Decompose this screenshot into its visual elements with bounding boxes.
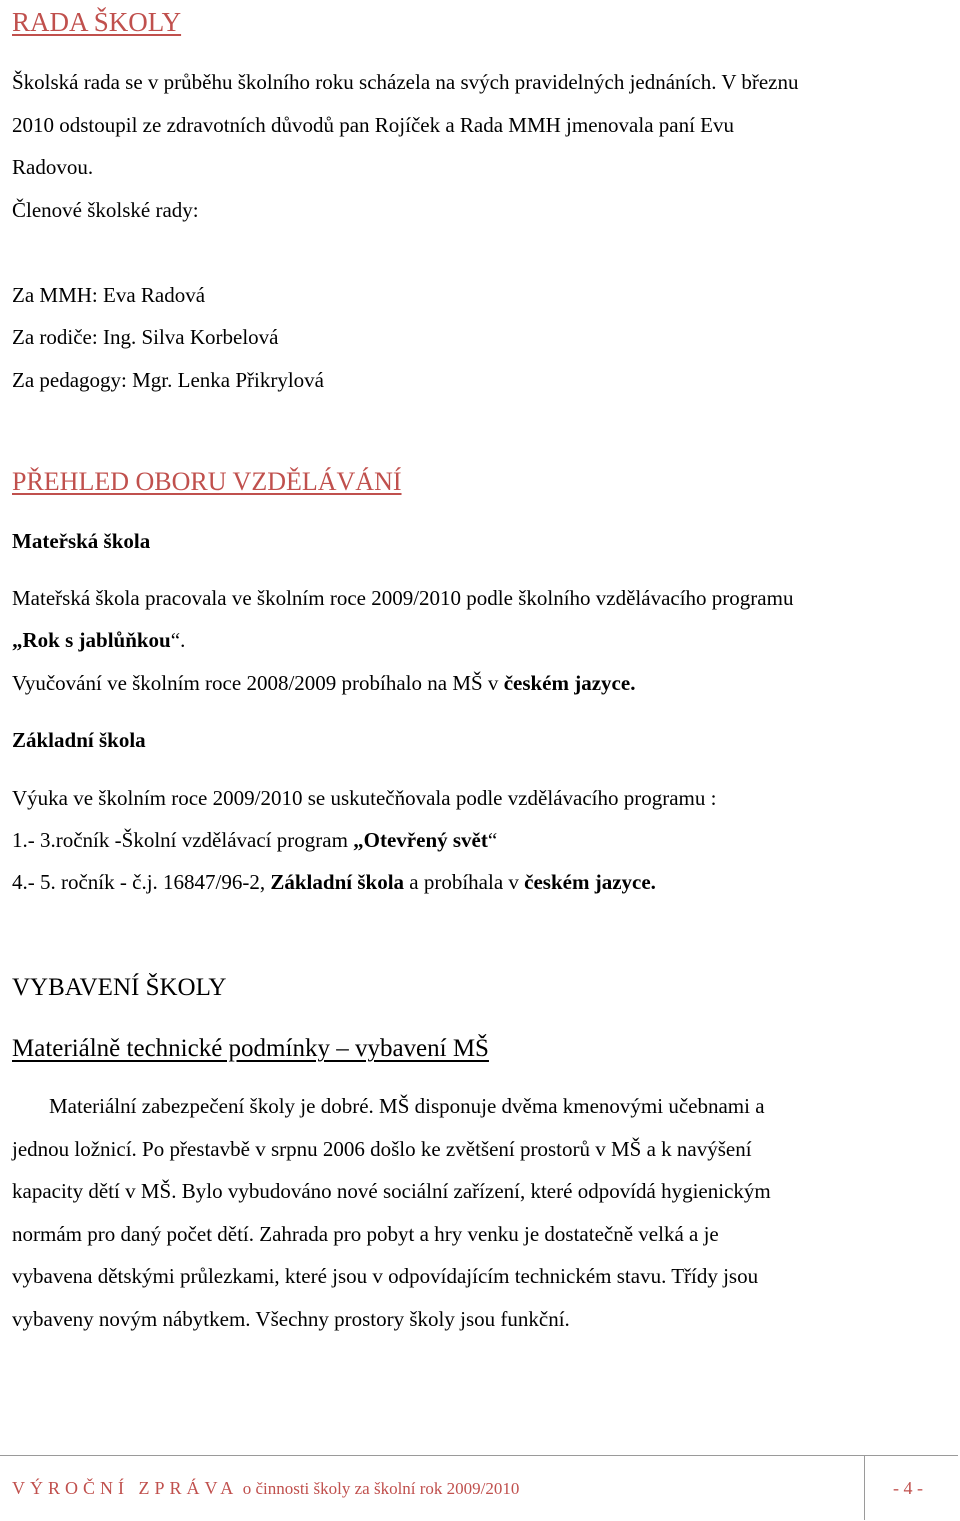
text-segment: “	[487, 828, 498, 852]
paragraph-line	[12, 673, 635, 694]
program-name-end: “.	[170, 628, 186, 652]
page-number: - 4 -	[893, 1478, 923, 1498]
footer-report-name: VÝROČNÍ ZPRÁVA	[12, 1478, 239, 1498]
paragraph-line: kapacity dětí v MŠ. Bylo vybudováno nové sociální zařízení, které odpovídá hygienickým	[12, 1179, 771, 1203]
text-segment: a probíhala v	[404, 870, 525, 894]
paragraph-line: Školská rada se v průběhu školního roku scházela na svých pravidelných jednáních. V březnu	[12, 70, 799, 94]
paragraph-line	[12, 830, 497, 851]
paragraph-line: vybaveny novým nábytkem. Všechny prostory školy jsou funkční.	[12, 1307, 570, 1331]
paragraph-line: Výuka ve školním roce 2009/2010 se uskutečňovala podle vzdělávacího programu :	[12, 786, 717, 810]
program-name: „Rok s jablůňkou	[12, 628, 171, 652]
text-segment: 4.- 5. ročník - č.j. 16847/96-2,	[12, 870, 271, 894]
subheading-materska-skola: Mateřská škola	[12, 529, 151, 553]
subheading-materialne-technicke: Materiálně technické podmínky – vybavení MŠ	[12, 1035, 489, 1062]
paragraph-line: Radovou.	[12, 155, 94, 179]
program-name: Základní škola	[270, 870, 405, 894]
text-segment: 1.- 3.ročník -Školní vzdělávací program	[12, 828, 354, 852]
member-teachers: Za pedagogy: Mgr. Lenka Přikrylová	[12, 368, 325, 392]
footer-title	[12, 1478, 519, 1499]
heading-rada-skoly: RADA ŠKOLY	[12, 7, 182, 37]
heading-vybaveni-skoly: VYBAVENÍ ŠKOLY	[12, 974, 227, 1001]
language-bold: českém jazyce.	[524, 870, 656, 894]
language-bold: českém jazyce.	[503, 671, 636, 695]
program-name-line	[12, 630, 185, 651]
member-mmh: Za MMH: Eva Radová	[12, 283, 206, 307]
program-name: „Otevřený svět	[353, 828, 488, 852]
footer-report-subtitle: o činnosti školy za školní rok 2009/2010	[242, 1479, 520, 1498]
paragraph-line: normám pro daný počet dětí. Zahrada pro pobyt a hry venku je dostatečně velká a je	[12, 1222, 719, 1246]
page-footer	[0, 1455, 958, 1520]
paragraph-line: Materiální zabezpečení školy je dobré. MŠ disponuje dvěma kmenovými učebnami a	[49, 1094, 765, 1118]
paragraph-line	[12, 872, 656, 893]
footer-divider	[864, 1456, 865, 1520]
text-segment: Vyučování ve školním roce 2008/2009 probíhalo na MŠ v	[12, 671, 504, 695]
paragraph-line: 2010 odstoupil ze zdravotních důvodů pan Rojíček a Rada MMH jmenovala paní Evu	[12, 113, 735, 137]
members-label: Členové školské rady:	[12, 198, 199, 222]
heading-prehled-oboru: PŘEHLED OBORU VZDĚLÁVÁNÍ	[12, 467, 402, 496]
member-parents: Za rodiče: Ing. Silva Korbelová	[12, 325, 279, 349]
subheading-zakladni-skola: Základní škola	[12, 728, 146, 752]
paragraph-line: jednou ložnicí. Po přestavbě v srpnu 2006 došlo ke zvětšení prostorů v MŠ a k navýšení	[12, 1137, 752, 1161]
paragraph-line: Mateřská škola pracovala ve školním roce 2009/2010 podle školního vzdělávacího programu	[12, 586, 794, 610]
paragraph-line: vybavena dětskými průlezkami, které jsou v odpovídajícím technickém stavu. Třídy jsou	[12, 1264, 759, 1288]
